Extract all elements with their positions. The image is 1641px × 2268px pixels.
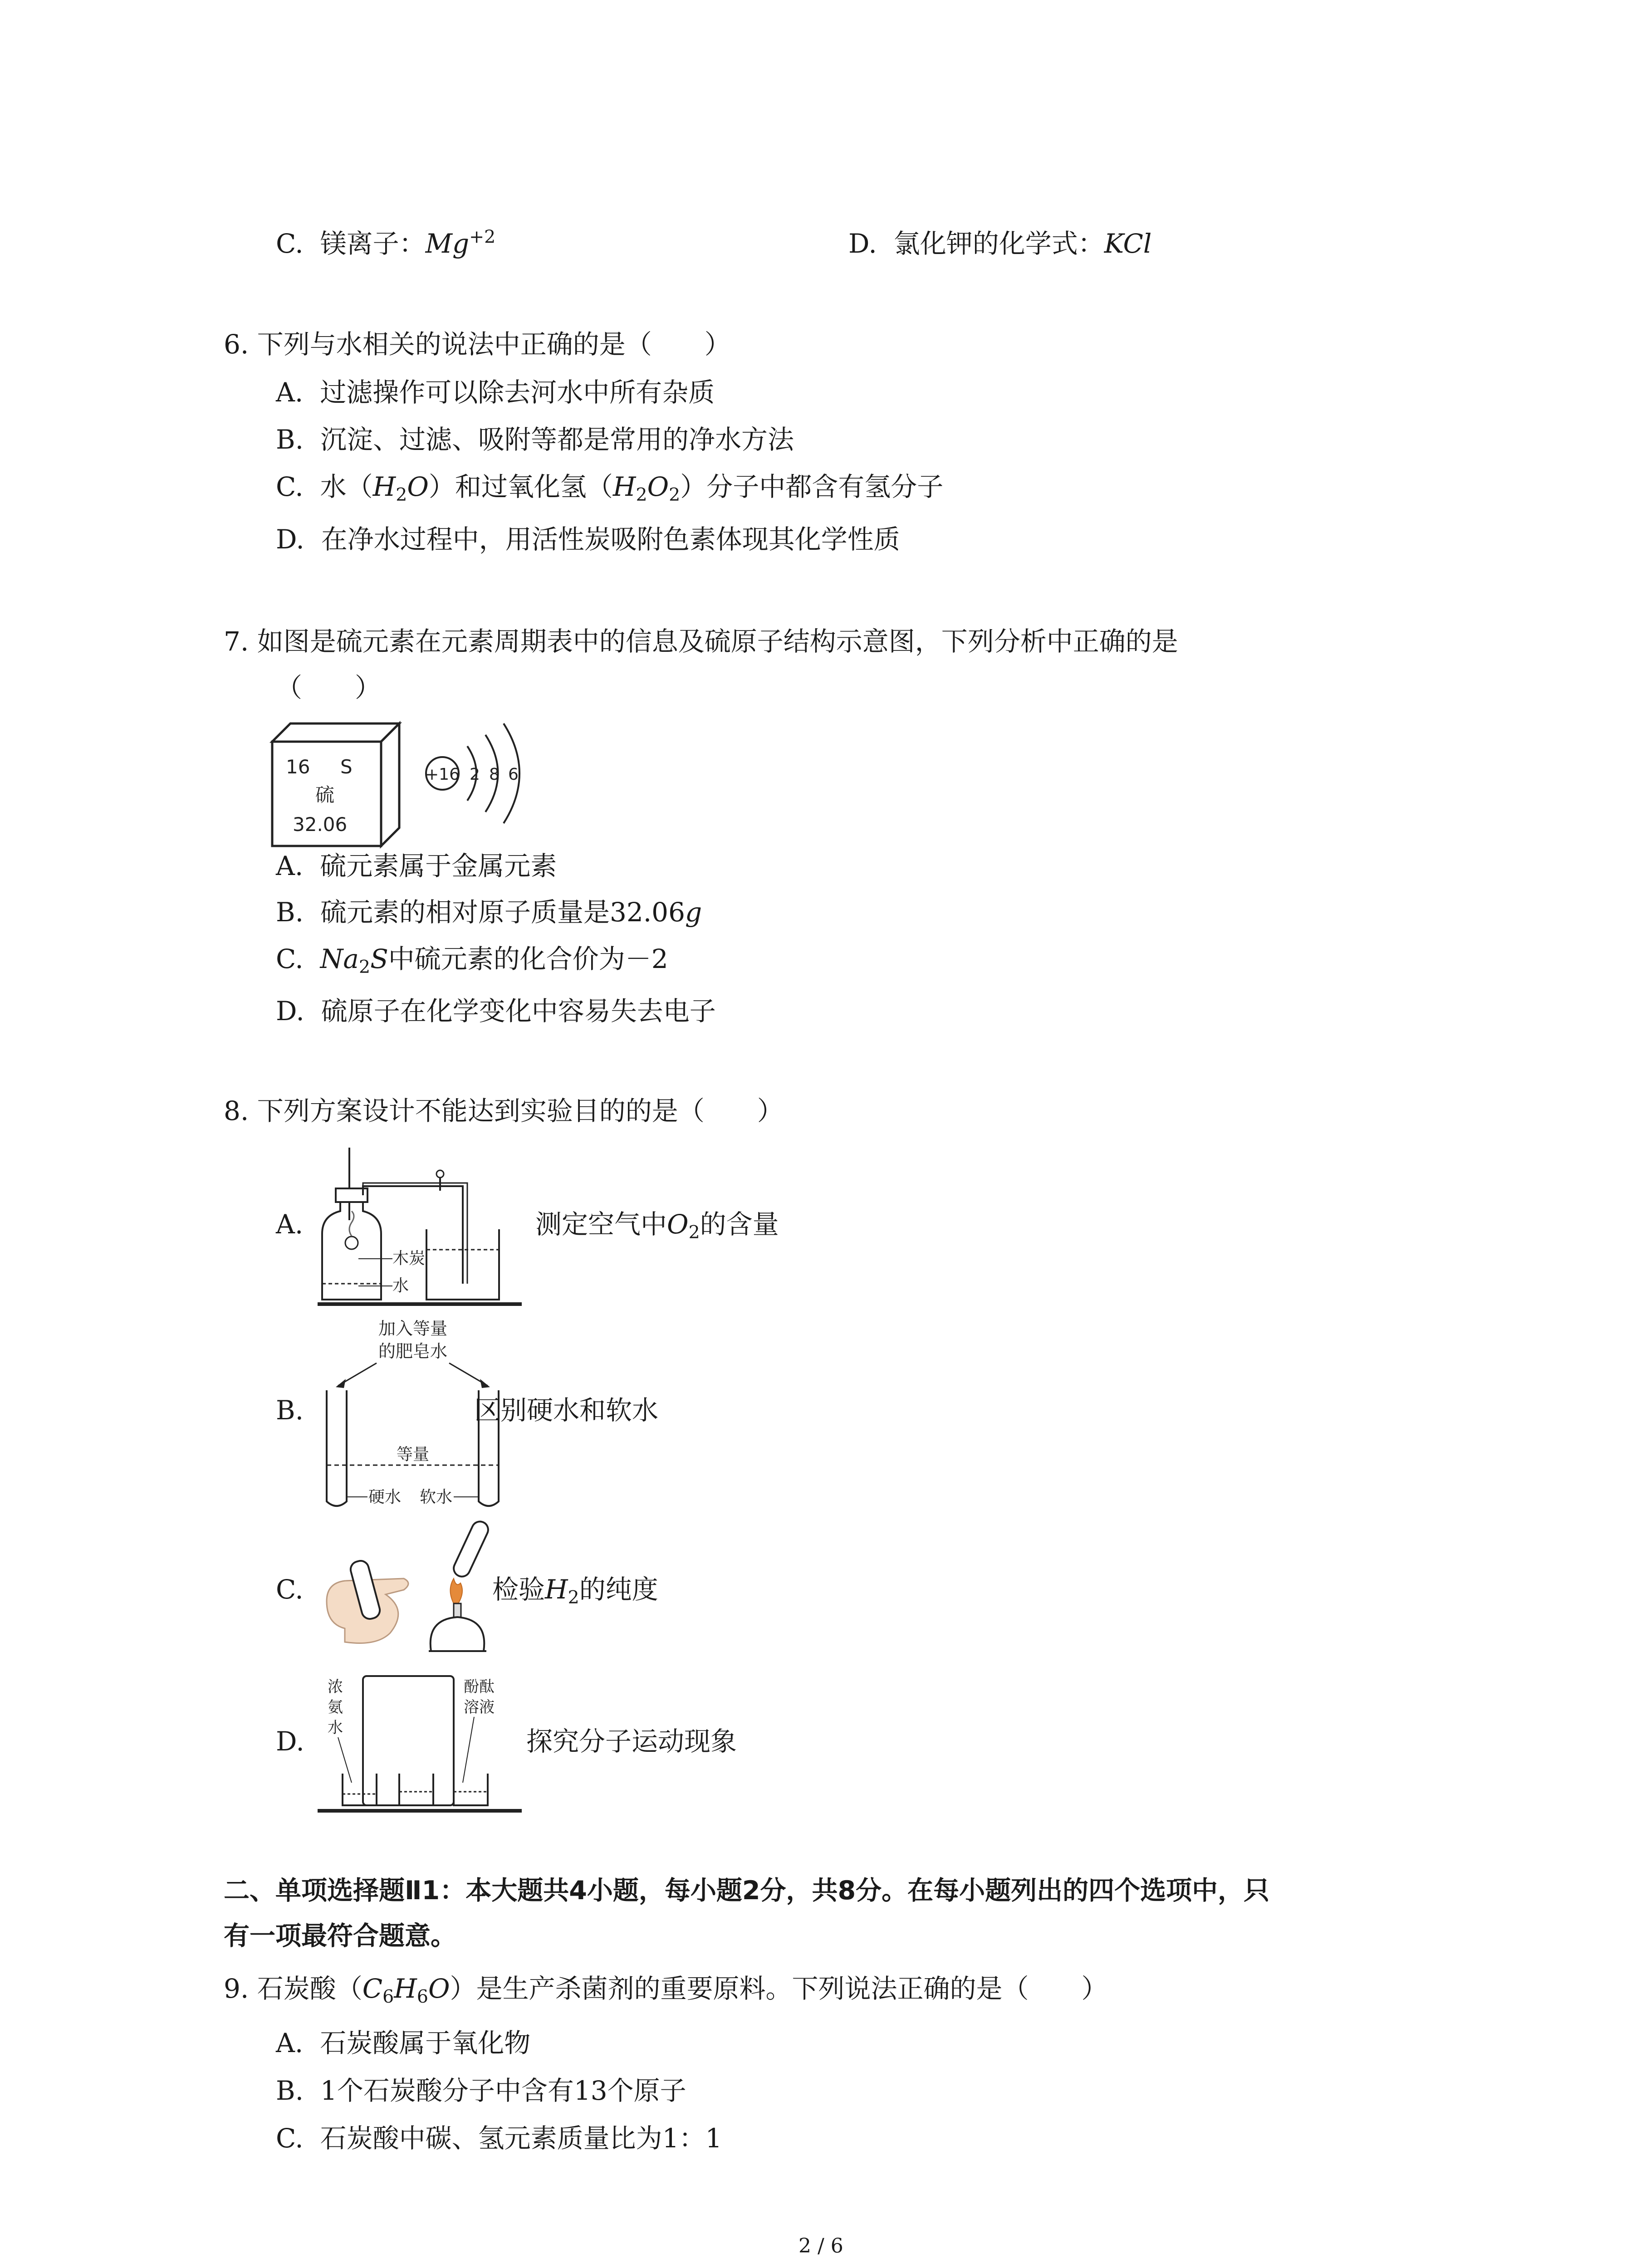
q8-option-b-label: B.: [276, 1395, 304, 1426]
q7-option-a: A. 硫元素属于金属元素: [276, 850, 557, 881]
element-mass: 32.06: [293, 813, 348, 836]
element-number: 16: [286, 756, 310, 778]
q8-option-c-text: 检验$H_2$的纯度: [492, 1574, 658, 1608]
molecule-motion-figure: [318, 1669, 526, 1823]
q7-option-b: B. 硫元素的相对原子质量是32.06g: [276, 897, 702, 928]
equal-label: 等量: [396, 1445, 430, 1464]
q8-option-d-text: 探究分子运动现象: [526, 1726, 737, 1757]
connecting-tube-inner: [363, 1183, 467, 1284]
oxygen-measurement-apparatus: [318, 1148, 526, 1320]
section-2-heading-line2: 有一项最符合题意。: [224, 1921, 456, 1951]
q5-option-c: C. 镁离子：$Mg^{+2}$: [276, 226, 496, 259]
option-label: D.: [848, 228, 877, 259]
test-tube-inverted: [451, 1519, 491, 1579]
charcoal-spoon: [345, 1237, 358, 1249]
option-label: C.: [276, 228, 304, 259]
q9-option-a: A. 石炭酸属于氧化物: [276, 2028, 531, 2058]
lamp-wick-holder: [454, 1603, 461, 1617]
ammonia-label-3: 水: [328, 1719, 343, 1737]
q9-stem: 9. 石炭酸$(C_6H_6O)$是生产杀菌剂的重要原料。下列说法正确的是（ ）: [224, 1973, 1108, 2008]
q8-option-c-label: C.: [276, 1574, 304, 1605]
q7-stem-line1: 7. 如图是硫元素在元素周期表中的信息及硫原子结构示意图，下列分析中正确的是: [224, 626, 1178, 657]
phenolphthalein-pointer: [463, 1717, 474, 1783]
q8-option-b-text: 区别硬水和软水: [474, 1395, 659, 1426]
q6-option-a: A. 过滤操作可以除去河水中所有杂质: [276, 377, 715, 408]
water-label: 水: [392, 1276, 409, 1295]
q8-option-a-label: A.: [276, 1209, 304, 1240]
q6-option-d: D. 在净水过程中，用活性炭吸附色素体现其化学性质: [276, 524, 900, 555]
q6-option-b: B. 沉淀、过滤、吸附等都是常用的净水方法: [276, 424, 794, 455]
sulfur-element-figure: [268, 719, 531, 850]
q8-option-d-label: D.: [276, 1726, 304, 1757]
alcohol-lamp: [431, 1617, 485, 1651]
q9-option-b: B. 1个石炭酸分子中含有13个原子: [276, 2075, 686, 2106]
hard-water-label: 硬水: [368, 1488, 402, 1506]
q5-option-d: D. 氯化钾的化学式：KCl: [848, 228, 1152, 259]
element-symbol: S: [340, 756, 353, 778]
q7-stem-line2: （ ）: [276, 672, 382, 703]
q8-option-a-text: 测定空气中$O_2$的含量: [535, 1209, 779, 1243]
element-card-top: [272, 723, 399, 742]
q6-option-c: C. 水$(H_2O)$和过氧化氢$(H_2O_2)$分子中都含有氢分子: [276, 471, 944, 506]
nucleus-charge: +16: [425, 765, 460, 784]
shell-1-electrons: 2: [470, 765, 480, 784]
connecting-tube: [363, 1186, 463, 1284]
q9-option-c: C. 石炭酸中碳、氢元素质量比为1：1: [276, 2123, 722, 2154]
phenolphthalein-label-1: 酚酞: [464, 1678, 495, 1696]
element-name: 硫: [315, 784, 335, 806]
page-number: 2 / 6: [798, 2234, 843, 2258]
shell-3-electrons: 6: [508, 765, 519, 784]
q6-stem: 6. 下列与水相关的说法中正确的是（ ）: [224, 329, 731, 360]
test-tube-left: [327, 1390, 347, 1506]
arrow-left-head: [336, 1379, 346, 1388]
gas-bottle: [322, 1202, 381, 1300]
element-card-side: [381, 723, 399, 846]
ammonia-label-1: 浓: [328, 1678, 343, 1696]
soft-water-label: 软水: [420, 1488, 453, 1506]
section-2-heading-line1: 二、单项选择题Ⅱ1：本大题共4小题，每小题2分，共8分。在每小题列出的四个选项中，只: [224, 1876, 1270, 1906]
phenolphthalein-label-2: 溶液: [464, 1698, 495, 1716]
q7-option-d: D. 硫原子在化学变化中容易失去电子: [276, 996, 716, 1026]
ammonia-label-2: 氨: [328, 1698, 343, 1716]
soap-label-line2: 的肥皂水: [378, 1341, 448, 1361]
shell-2-electrons: 8: [489, 765, 500, 784]
flame: [451, 1579, 463, 1603]
q8-stem: 8. 下列方案设计不能达到实验目的的是（ ）: [224, 1095, 784, 1126]
arrow-right-head: [480, 1379, 490, 1388]
charcoal-label: 木炭: [392, 1249, 426, 1268]
soap-label-line1: 加入等量: [378, 1319, 448, 1339]
small-beaker-3: [454, 1774, 488, 1805]
q7-option-c: C. $Na_2S$中硫元素的化合价为－2: [276, 943, 668, 978]
ammonia-pointer: [338, 1737, 352, 1783]
clamp-head: [436, 1170, 444, 1178]
